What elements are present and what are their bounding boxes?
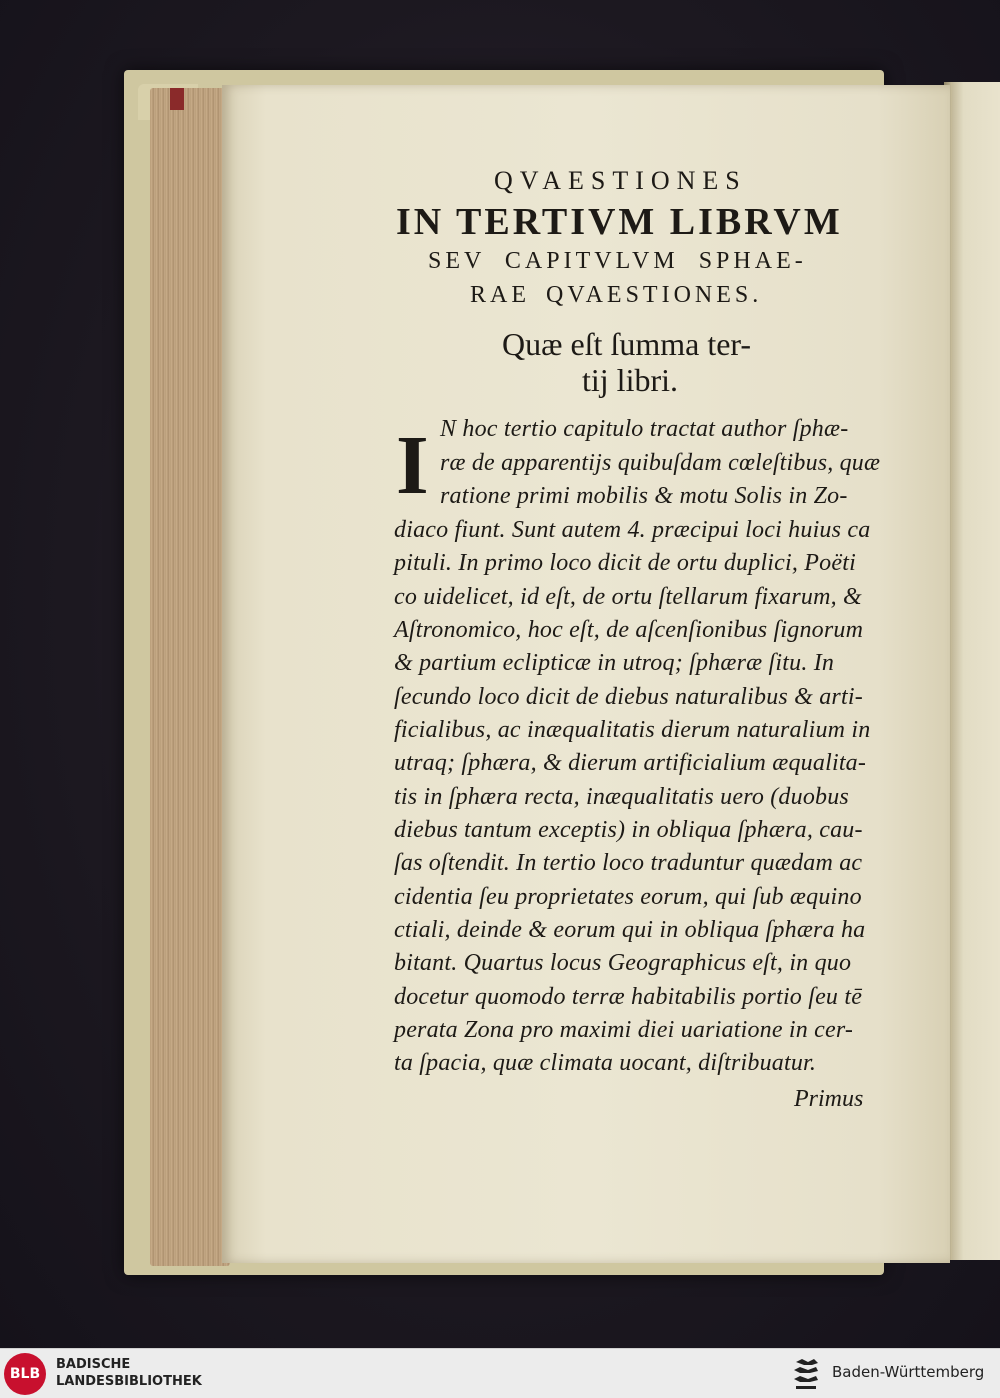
body-line-3: ratione primi mobilis & motu Solis in Zo- (440, 483, 848, 509)
body-line-16: ctiali, deinde & eorum qui in obliqua ſphæra ha (394, 917, 866, 943)
body-line-12: tis in ſphæra recta, inæqualitatis uero (duobus (394, 784, 849, 810)
body-line-8: & partium eclipticæ in utroq; ſphæræ ſitu. In (394, 650, 835, 676)
body-line-15: cidentia ſeu proprietates eorum, qui ſub æquino (394, 884, 862, 910)
body-line-5: pituli. In primo loco dicit de ortu duplici, Poëti (394, 550, 856, 576)
body-line-17: bitant. Quartus locus Geographicus eſt, in quo (394, 950, 852, 976)
blb-logo[interactable]: BLB (4, 1353, 46, 1395)
body-line-10: ficialibus, ac inæqualitatis dierum naturalium in (394, 717, 871, 743)
page-edges (150, 88, 230, 1266)
heading-line-2: IN TERTIVM LIBRVM (396, 201, 843, 243)
state-name[interactable]: Baden-Württemberg (832, 1363, 985, 1381)
body-line-7: Aſtronomico, hoc eſt, de aſcenſionibus ſignorum (394, 617, 864, 643)
body-line-13: diebus tantum exceptis) in obliqua ſphæra, cau- (394, 817, 863, 843)
subheading-line-1: Quæ eſt ſumma ter- (502, 326, 752, 362)
body-line-4: diaco fiunt. Sunt autem 4. præcipui loci huius ca (394, 517, 871, 543)
library-name[interactable] (56, 1356, 202, 1390)
body-line-6: co uidelicet, id eſt, de ortu ſtellarum fixarum, & (394, 584, 862, 610)
bookmark-ribbon (170, 88, 184, 110)
footer-bar (0, 1348, 1000, 1398)
body-line-2: ræ de apparentijs quibuſdam cœleſtibus, quæ (440, 450, 881, 476)
body-line-18: docetur quomodo terræ habitabilis portio ſeu tē (394, 984, 863, 1010)
body-line-14: ſas oſtendit. In tertio loco traduntur quædam ac (394, 850, 863, 876)
heading-line-1: QVAESTIONES (494, 166, 747, 195)
body-line-11: utraq; ſphæra, & dierum artificialium æqualita- (394, 750, 867, 776)
library-name-line-2: LANDESBIBLIOTHEK (56, 1374, 202, 1389)
heading-line-4: RAE QVAESTIONES. (470, 282, 763, 308)
body-line-1: N hoc tertio capitulo tractat author ſphæ- (440, 416, 849, 442)
library-name-line-1: BADISCHE (56, 1357, 131, 1372)
heading-line-3: SEV CAPITVLVM SPHAE- (428, 248, 807, 274)
facing-page-edge (948, 82, 1000, 1260)
catchword: Primus (794, 1086, 864, 1112)
coat-of-arms-icon (790, 1356, 822, 1392)
drop-capital: I (396, 419, 429, 512)
subheading-line-2: tij libri. (582, 362, 678, 398)
body-line-20: ta ſpacia, quæ climata uocant, diſtribuatur. (394, 1050, 817, 1076)
body-line-19: perata Zona pro maximi diei uariatione in cer- (394, 1017, 854, 1043)
body-line-9: ſecundo loco dicit de diebus naturalibus & arti- (394, 684, 863, 710)
